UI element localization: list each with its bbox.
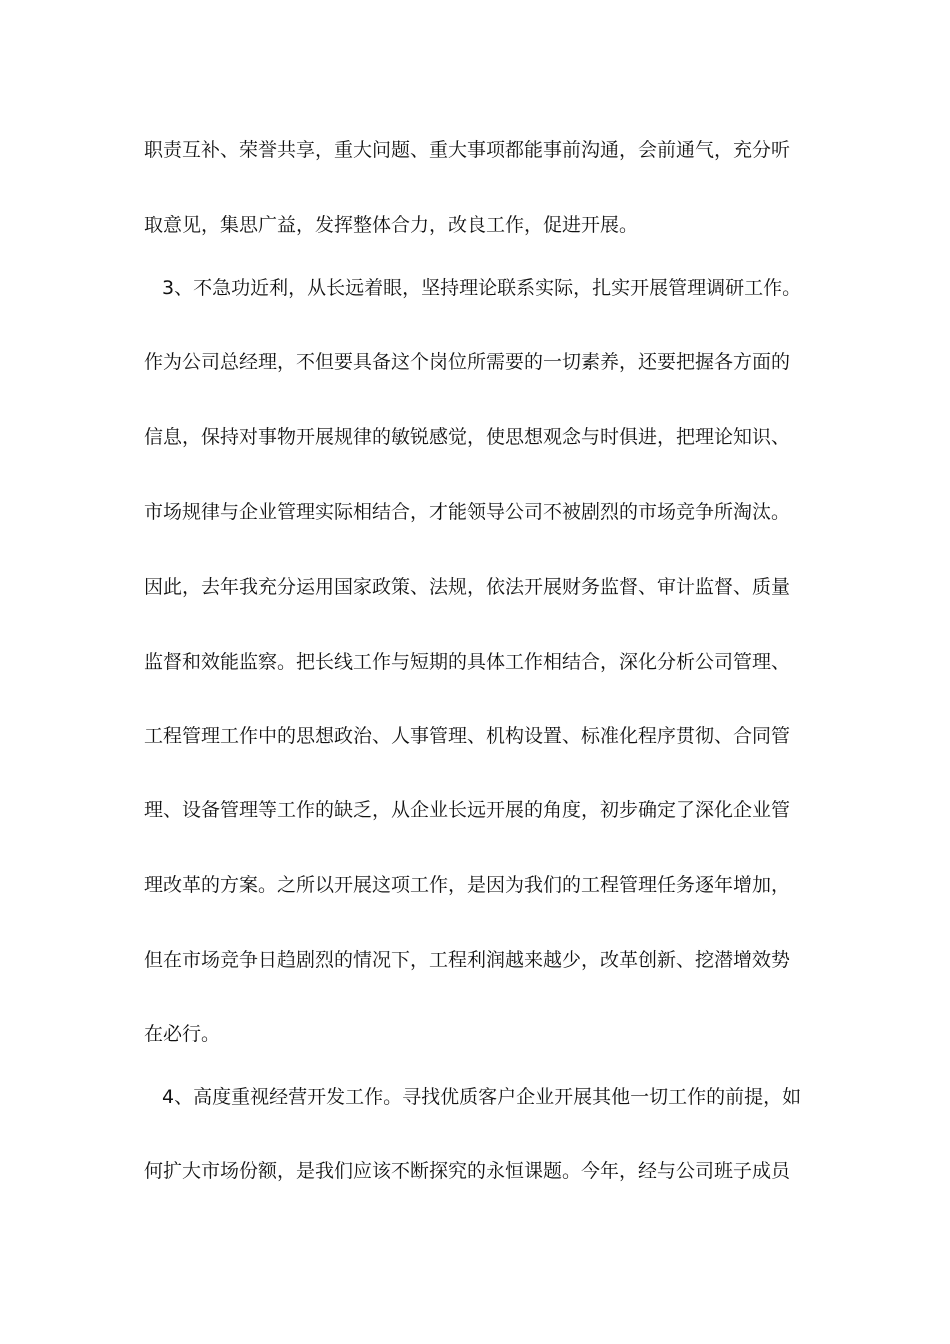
paragraph-line: 在必行。	[144, 1023, 221, 1045]
paragraph-line: 因此，去年我充分运用国家政策、法规，依法开展财务监督、审计监督、质量	[144, 576, 791, 598]
paragraph-line: 3、不急功近利，从长远着眼，坚持理论联系实际，扎实开展管理调研工作。	[162, 277, 802, 299]
paragraph-line: 4、高度重视经营开发工作。寻找优质客户企业开展其他一切工作的前提，如	[162, 1086, 802, 1108]
paragraph-line: 市场规律与企业管理实际相结合，才能领导公司不被剧烈的市场竞争所淘汰。	[144, 501, 791, 523]
paragraph-line: 取意见，集思广益，发挥整体合力，改良工作，促进开展。	[144, 214, 639, 236]
paragraph-line: 理改革的方案。之所以开展这项工作，是因为我们的工程管理任务逐年增加，	[144, 874, 791, 896]
paragraph-line: 作为公司总经理，不但要具备这个岗位所需要的一切素养，还要把握各方面的	[144, 351, 791, 373]
paragraph-line: 信息，保持对事物开展规律的敏锐感觉，使思想观念与时俱进，把理论知识、	[144, 426, 791, 448]
paragraph-line: 监督和效能监察。把长线工作与短期的具体工作相结合，深化分析公司管理、	[144, 651, 791, 673]
paragraph-line: 理、设备管理等工作的缺乏，从企业长远开展的角度，初步确定了深化企业管	[144, 799, 791, 821]
paragraph-line: 何扩大市场份额，是我们应该不断探究的永恒课题。今年，经与公司班子成员	[144, 1160, 791, 1182]
paragraph-line: 职责互补、荣誉共享，重大问题、重大事项都能事前沟通，会前通气，充分听	[144, 139, 791, 161]
paragraph-line: 工程管理工作中的思想政治、人事管理、机构设置、标准化程序贯彻、合同管	[144, 725, 791, 747]
paragraph-line: 但在市场竞争日趋剧烈的情况下，工程利润越来越少，改革创新、挖潜增效势	[144, 949, 791, 971]
